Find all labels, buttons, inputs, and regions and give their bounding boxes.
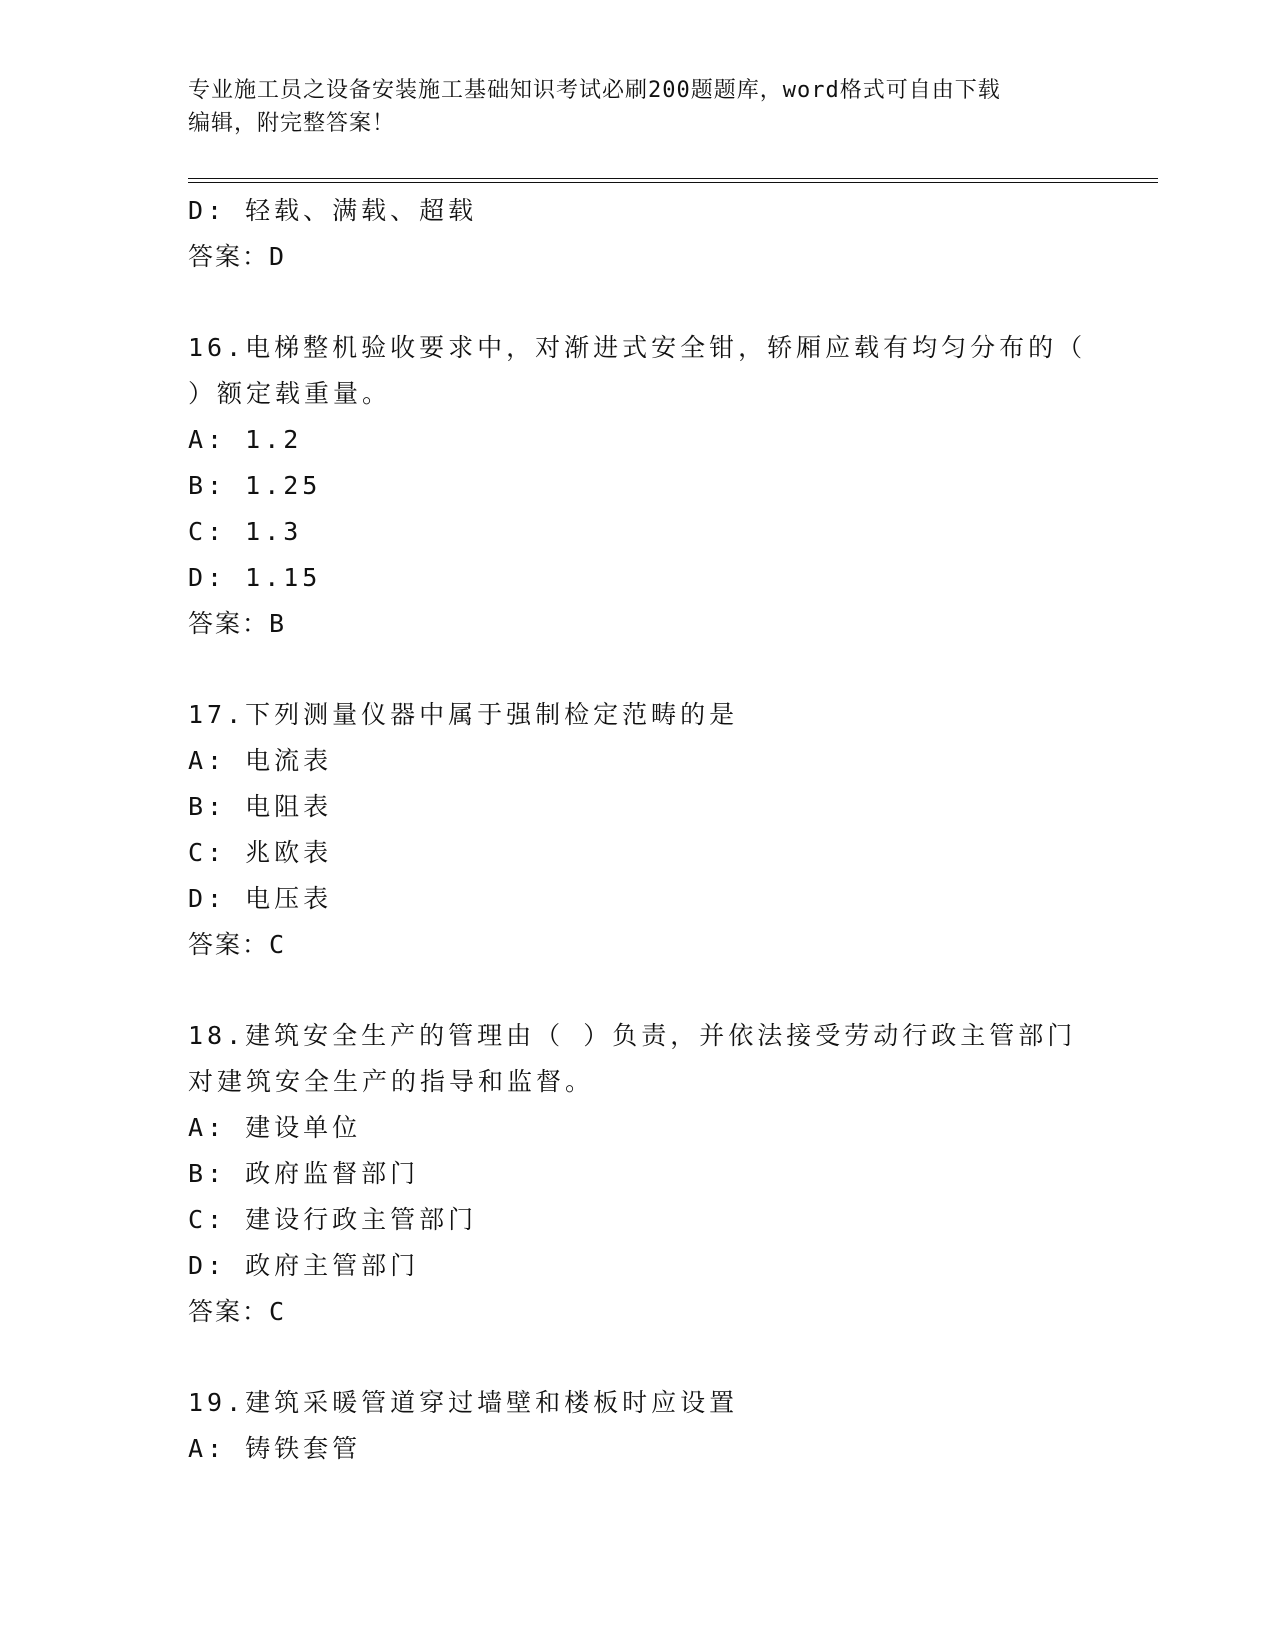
option-d: D: 政府主管部门 [188, 1251, 420, 1280]
question-15-tail [188, 188, 1088, 280]
answer: 答案：B [188, 609, 287, 638]
question-18 [188, 1013, 1088, 1335]
question-text: 16.电梯整机验收要求中，对渐进式安全钳，轿厢应载有均匀分布的（ [188, 333, 1087, 362]
option-a: A: 铸铁套管 [188, 1434, 362, 1463]
question-text: 18.建筑安全生产的管理由（ ）负责，并依法接受劳动行政主管部门 [188, 1021, 1077, 1050]
spacer [188, 1335, 1088, 1380]
option-b: B: 电阻表 [188, 792, 333, 821]
question-text: 19.建筑采暖管道穿过墙壁和楼板时应设置 [188, 1388, 739, 1417]
option-c: C: 1.3 [188, 517, 303, 546]
question-text: 17.下列测量仪器中属于强制检定范畴的是 [188, 700, 739, 729]
answer: 答案：D [188, 242, 287, 271]
option-c: C: 建设行政主管部门 [188, 1205, 478, 1234]
document-header [188, 74, 1068, 140]
spacer [188, 968, 1088, 1013]
answer: 答案：C [188, 930, 287, 959]
question-16 [188, 325, 1088, 647]
option-d: D: 1.15 [188, 563, 322, 592]
spacer [188, 280, 1088, 325]
option-d: D: 轻载、满载、超载 [188, 196, 478, 225]
option-a: A: 建设单位 [188, 1113, 362, 1142]
option-d: D: 电压表 [188, 884, 333, 913]
question-19 [188, 1380, 1088, 1472]
header-title-line-2: 编辑，附完整答案！ [188, 111, 396, 136]
option-c: C: 兆欧表 [188, 838, 333, 867]
question-17 [188, 692, 1088, 968]
question-text-continued: ）额定载重量。 [188, 379, 392, 408]
question-list [188, 188, 1088, 1472]
option-b: B: 政府监督部门 [188, 1159, 420, 1188]
option-a: A: 电流表 [188, 746, 333, 775]
header-title-line-1: 专业施工员之设备安装施工基础知识考试必刷200题题库，word格式可自由下载 [188, 78, 1001, 103]
option-a: A: 1.2 [188, 425, 303, 454]
question-text-continued: 对建筑安全生产的指导和监督。 [188, 1067, 595, 1096]
header-divider-top [188, 178, 1158, 179]
answer: 答案：C [188, 1297, 287, 1326]
option-b: B: 1.25 [188, 471, 322, 500]
header-divider-bottom [188, 182, 1158, 183]
spacer [188, 647, 1088, 692]
